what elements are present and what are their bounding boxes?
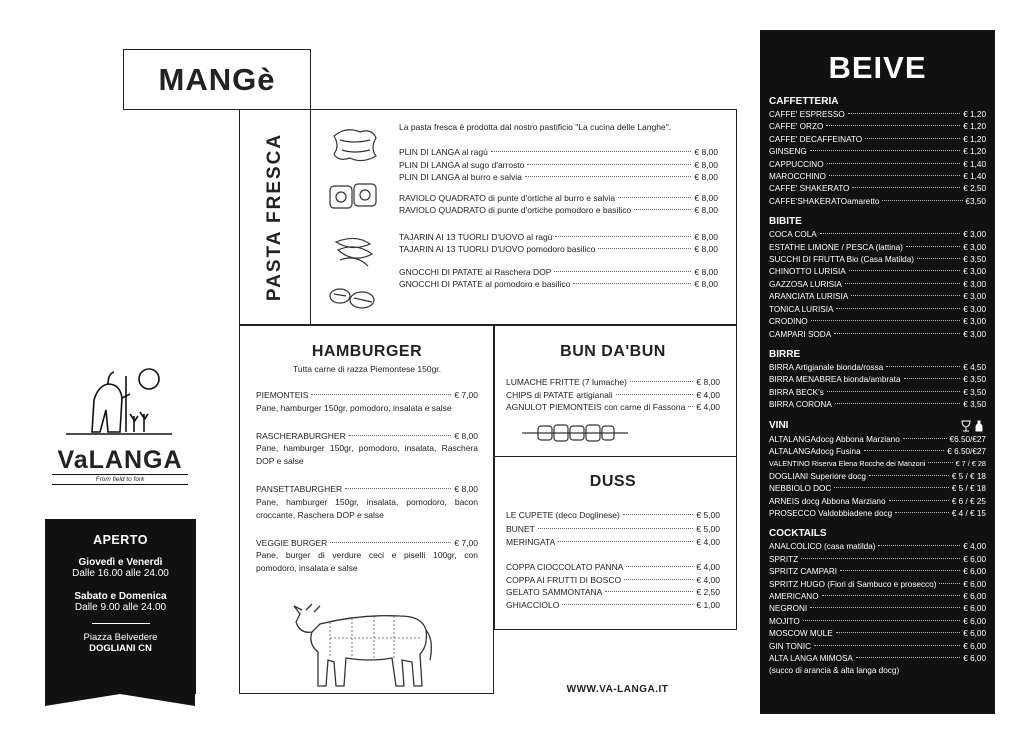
- item-price: € 8,00: [694, 205, 718, 215]
- item-name: TAJARIN AI 13 TUORLI D'UOVO: [399, 231, 525, 242]
- item-price: € 3,00: [963, 242, 986, 252]
- hamburger-title: HAMBURGER: [311, 343, 423, 360]
- mange-title-text: MANGè: [158, 61, 276, 97]
- menu-item: [769, 329, 986, 341]
- item-desc: di punte d'ortiche al burro e salvia: [485, 192, 616, 203]
- item-price: € 6.50/€27: [947, 446, 986, 456]
- item-name: ANALCOLICO (casa matilda): [769, 542, 876, 552]
- menu-item: [769, 541, 986, 553]
- item-price: € 1,20: [963, 134, 986, 144]
- menu-item: [399, 231, 718, 244]
- menu-item: [769, 603, 986, 615]
- item-name: CAFFE'SHAKERATOamaretto: [769, 196, 880, 206]
- item-name: ALTALANGAdocg Fusina: [769, 446, 861, 456]
- item-desc: Pane, hamburger 150gr, insalata, pomodoro, bacon croccante, Raschera DOP e salse: [256, 496, 478, 520]
- item-price: € 8,00: [696, 377, 720, 387]
- menu-item: [769, 458, 986, 470]
- item-price: € 7,00: [454, 390, 478, 400]
- item-name: GNOCCHI DI PATATE: [399, 279, 483, 289]
- item-name: GAZZOSA LURISIA: [769, 279, 842, 289]
- menu-item: [769, 566, 986, 578]
- item-price: € 3,00: [963, 304, 986, 314]
- item-name: CAFFE' ORZO: [769, 122, 824, 132]
- menu-item: [769, 446, 986, 458]
- item-price: € 4,00: [696, 574, 720, 585]
- item-name: CAFFE' SHAKERATO: [769, 184, 850, 194]
- item-name: COCA COLA: [769, 230, 817, 240]
- item-desc: Pane, hamburger 150gr, pomodoro, insalata, Raschera DOP e salse: [256, 443, 478, 466]
- item-price: € 3,50: [963, 255, 986, 265]
- menu-item: [506, 599, 720, 612]
- item-name: AMERICANO: [769, 592, 819, 601]
- hamburger-item: [256, 483, 478, 522]
- item-name: GIN TONIC: [769, 641, 812, 651]
- item-desc: pomodoro basilico: [524, 244, 596, 254]
- item-name: GHIACCIOLO: [506, 599, 560, 610]
- item-price: € 8,00: [454, 484, 478, 494]
- item-desc: Pane, burger di verdure ceci e piselli 100gr, con pomodoro, insalata e salse: [256, 550, 478, 573]
- item-price: € 4,00: [963, 542, 986, 552]
- menu-item: [399, 278, 718, 291]
- aperto-title: APERTO: [93, 533, 148, 547]
- menu-item: [769, 628, 986, 640]
- item-name: ALTALANGAdocg Abbona Marziano: [769, 434, 900, 444]
- item-price: € 3,50: [963, 387, 986, 397]
- aperto-divider: [92, 623, 150, 624]
- item-name: SUCCHI DI FRUTTA Bio (Casa Matilda): [769, 255, 914, 265]
- item-name: CAMPARI SODA: [769, 329, 832, 339]
- item-price: € 8,00: [694, 192, 718, 203]
- menu-item: [399, 266, 718, 279]
- hamburger-item: [256, 537, 478, 576]
- item-price: € 4 / € 15: [951, 508, 986, 518]
- item-price: € 8,00: [694, 231, 718, 242]
- menu-item: [506, 389, 720, 402]
- brand-name: VaLANGA: [57, 446, 183, 474]
- item-name: MAROCCHINO: [769, 172, 826, 182]
- menu-item: [399, 159, 718, 172]
- item-desc: al ragù: [524, 231, 553, 242]
- item-name: NEGRONI: [769, 604, 808, 614]
- item-price: € 1,20: [963, 110, 986, 119]
- item-price: € 6 / € 25: [951, 496, 986, 506]
- beive-sections: [760, 96, 995, 677]
- section-title: VINI: [769, 419, 789, 431]
- menu-item: [506, 376, 720, 389]
- item-price: € 5 / € 18: [951, 471, 986, 481]
- menu-item: [769, 171, 986, 183]
- item-price: € 3,00: [963, 279, 986, 289]
- section-title-vini: [769, 420, 986, 432]
- item-price: € 6,00: [963, 654, 986, 664]
- item-price: € 6,00: [963, 567, 986, 577]
- duss-content: [506, 473, 720, 611]
- menu-item: [506, 509, 720, 522]
- menu-item: [769, 109, 986, 121]
- item-price: € 3,00: [963, 317, 986, 327]
- menu-item: [769, 279, 986, 291]
- menu-item: [769, 579, 986, 591]
- item-price: € 6,00: [963, 604, 986, 614]
- item-price: € 8,00: [694, 147, 718, 157]
- item-name: PANSETTABURGHER: [256, 484, 343, 494]
- website-link[interactable]: WWW.VA-LANGA.IT: [566, 684, 669, 695]
- menu-item: [769, 554, 986, 566]
- menu-item: [506, 522, 720, 536]
- item-price: € 8,00: [694, 172, 718, 182]
- menu-item: [506, 586, 720, 599]
- item-price: € 8,00: [694, 244, 718, 254]
- item-name: SPRITZ HUGO (Fiori di Sambuco e prosecco): [769, 579, 937, 589]
- menu-item: [769, 159, 986, 171]
- item-name: CAFFE' ESPRESSO: [769, 110, 845, 119]
- duss-title: DUSS: [589, 473, 637, 490]
- item-name: RAVIOLO QUADRATO: [399, 205, 486, 215]
- menu-item: [769, 399, 986, 411]
- section-title: CAFFETTERIA: [769, 96, 839, 107]
- pasta-vertical-text: PASTA FRESCA: [263, 132, 285, 302]
- menu-item: [399, 204, 718, 217]
- aperto-hours-1: Dalle 16.00 alle 24.00: [72, 568, 169, 579]
- item-price: € 4,00: [696, 402, 720, 412]
- item-desc: di punte d'ortiche pomodoro e basilico: [485, 205, 632, 215]
- menu-item: [399, 146, 718, 159]
- item-price: € 8,00: [694, 159, 718, 170]
- pasta-group-plin: [399, 146, 718, 184]
- item-desc: al ragù: [459, 147, 488, 157]
- menu-item: [769, 496, 986, 508]
- opening-hours-banner: [45, 519, 196, 694]
- menu-item: [769, 266, 986, 278]
- item-name: VEGGIE BURGER: [256, 537, 328, 548]
- item-price: €3,50: [965, 196, 986, 206]
- menu-item: [399, 171, 718, 184]
- menu-item: [506, 401, 720, 414]
- item-price: € 6,00: [963, 641, 986, 651]
- wine-glass-bottle-icon: [956, 420, 986, 432]
- item-name: MERINGATA: [506, 536, 556, 547]
- menu-item: [256, 430, 478, 443]
- item-name: DOGLIANI Superiore docg: [769, 471, 866, 481]
- item-name: COPPA CIOCCOLATO PANNA: [506, 562, 624, 572]
- item-name: PLIN DI LANGA: [399, 147, 460, 157]
- item-price: € 6,00: [963, 629, 986, 639]
- menu-item: [769, 434, 986, 446]
- item-name: ESTATHE LIMONE / PESCA (lattina): [769, 242, 903, 252]
- item-name: GELATO SAMMONTANA: [506, 587, 603, 597]
- item-name: GINSENG: [769, 147, 807, 157]
- menu-item: [769, 387, 986, 399]
- section-title: COCKTAILS: [769, 528, 827, 540]
- item-price: € 1,20: [963, 147, 986, 157]
- mimosa-note: (succo di arancia & alta langa docg): [769, 666, 900, 676]
- item-desc: Pane, hamburger 150gr, pomodoro, insalata e salse: [256, 402, 452, 413]
- item-name: RAVIOLO QUADRATO: [399, 192, 486, 203]
- item-price: € 6,00: [963, 616, 986, 626]
- menu-item: [506, 561, 720, 574]
- menu-item: [769, 591, 986, 603]
- menu-item: [256, 483, 478, 496]
- item-name: ARNEIS docg Abbona Marziano: [769, 496, 886, 506]
- menu-item: [256, 537, 478, 550]
- item-price: € 3,00: [963, 230, 986, 240]
- item-name: ALTA LANGA MIMOSA: [769, 654, 853, 664]
- section-title: BIBITE: [769, 216, 802, 228]
- item-price: € 2,50: [696, 587, 720, 597]
- item-price: €6.50/€27: [949, 434, 986, 444]
- item-name: LUMACHE FRITTE (7 lumache): [506, 377, 627, 387]
- menu-item: [769, 362, 986, 374]
- item-price: € 3,00: [963, 329, 986, 339]
- brand-tagline: From field to fork: [52, 474, 188, 485]
- item-name: BUNET: [506, 523, 535, 534]
- item-name: PLIN DI LANGA: [399, 159, 460, 170]
- item-price: € 4,00: [696, 562, 720, 572]
- item-price: € 4,50: [963, 362, 986, 372]
- pasta-group-tajarin: [399, 231, 718, 256]
- beive-title: BEIVE: [828, 50, 927, 85]
- item-price: € 6,00: [963, 579, 986, 589]
- item-name: BIRRA CORONA: [769, 400, 832, 410]
- item-price: € 6,00: [963, 554, 986, 564]
- item-name: CAPPUCCINO: [769, 159, 824, 169]
- item-name: AGNULOT PIEMONTEIS con carne di Fassona: [506, 402, 686, 412]
- menu-item: [769, 291, 986, 303]
- item-name: BIRRA BECK's: [769, 387, 824, 397]
- item-name: MOJITO: [769, 616, 800, 626]
- menu-item: [769, 471, 986, 483]
- pasta-intro: La pasta fresca è prodotta dal nostro pastificio "La cucina delle Langhe".: [399, 122, 672, 132]
- menu-item: [769, 121, 986, 133]
- item-desc: al pomodoro e basilico: [482, 279, 571, 289]
- section-title: BIRRE: [769, 348, 801, 360]
- item-price: € 4,00: [696, 536, 720, 547]
- aperto-address-1: Piazza Belvedere: [83, 632, 158, 643]
- item-price: € 6,00: [963, 592, 986, 601]
- item-price: € 5,00: [696, 523, 720, 534]
- item-name: PIEMONTEIS: [256, 390, 309, 400]
- beive-panel: [760, 30, 995, 714]
- aperto-days-2: Sabato e Domenica: [74, 591, 167, 602]
- pasta-group-raviolo: [399, 192, 718, 217]
- item-price: € 1,40: [963, 159, 986, 169]
- item-price: € 7 / € 28: [955, 459, 986, 469]
- item-price: € 3,50: [963, 400, 986, 410]
- item-name: VALENTINO Riserva Elena Rocche dei Manzoni: [769, 459, 926, 469]
- item-price: € 5 / € 18: [951, 484, 986, 494]
- menu-item: [769, 508, 986, 520]
- hamburger-content: [256, 343, 478, 575]
- hamburger-subtitle: Tutta carne di razza Piemontese 150gr.: [292, 364, 442, 374]
- item-name: PLIN DI LANGA: [399, 172, 460, 182]
- aperto-hours-2: Dalle 9.00 alle 24.00: [74, 602, 167, 613]
- menu-item: [399, 243, 718, 256]
- menu-item: [769, 146, 986, 158]
- item-price: € 1,00: [696, 599, 720, 610]
- menu-item: [769, 183, 986, 195]
- farmer-logo-icon: [64, 362, 174, 440]
- item-price: € 3,50: [963, 375, 986, 385]
- menu-item: [769, 616, 986, 628]
- item-name: NEBBIOLO DOC: [769, 484, 832, 494]
- cow-illustration: [290, 600, 440, 692]
- item-price: € 8,00: [694, 279, 718, 289]
- menu-item: [769, 374, 986, 386]
- menu-item: [506, 574, 720, 587]
- item-name: ARANCIATA LURISIA: [769, 292, 849, 302]
- item-desc: al Raschera DOP: [482, 266, 552, 277]
- menu-item: [769, 254, 986, 266]
- menu-item: [769, 196, 986, 208]
- aperto-days-1: Giovedì e Venerdì: [78, 557, 163, 568]
- item-name: CAFFE' DECAFFEINATO: [769, 134, 863, 144]
- item-desc: al sugo d'arrosto: [459, 159, 525, 170]
- item-name: CRODINO: [769, 317, 808, 327]
- pasta-vertical-label: [239, 109, 311, 325]
- item-name: TAJARIN AI 13 TUORLI D'UOVO: [399, 244, 525, 254]
- aperto-address-2: DOGLIANI CN: [89, 643, 152, 654]
- item-price: € 2,50: [963, 184, 986, 194]
- mange-title: [123, 49, 311, 110]
- bun-title: BUN DA'BUN: [560, 343, 666, 360]
- menu-item: [506, 536, 720, 549]
- item-name: CHIPS di PATATE artigianali: [506, 389, 613, 400]
- menu-item: [769, 653, 986, 665]
- item-name: PROSECCO Valdobbiadene docg: [769, 508, 893, 518]
- menu-item: [769, 229, 986, 241]
- item-name: SPRITZ CAMPARI: [769, 567, 838, 577]
- item-price: € 4,00: [696, 389, 720, 400]
- item-price: € 5,00: [696, 510, 720, 520]
- item-name: SPRITZ: [769, 554, 799, 564]
- item-name: COPPA AI FRUTTI DI BOSCO: [506, 574, 622, 585]
- item-name: BIRRA MENABREA bionda/ambrata: [769, 375, 901, 385]
- menu-item: [769, 316, 986, 328]
- hamburger-item: [256, 389, 478, 415]
- item-price: € 1,40: [963, 172, 986, 182]
- skewer-illustration: [520, 422, 630, 444]
- item-price: € 3,00: [963, 267, 986, 277]
- item-name: LE CUPETE (deco Doglinese): [506, 510, 620, 520]
- item-price: € 8,00: [694, 266, 718, 277]
- hamburger-item: [256, 430, 478, 469]
- menu-item: [769, 304, 986, 316]
- item-price: € 8,00: [454, 430, 478, 441]
- item-name: CHINOTTO LURISIA: [769, 267, 846, 277]
- menu-item: [256, 389, 478, 402]
- item-name: BIRRA Artigianale bionda/rossa: [769, 362, 884, 372]
- item-name: MOSCOW MULE: [769, 629, 833, 639]
- pasta-list: [399, 146, 718, 291]
- item-name: GNOCCHI DI PATATE: [399, 266, 483, 277]
- menu-item: [399, 192, 718, 205]
- bun-content: [506, 343, 720, 414]
- item-desc: al burro e salvia: [459, 172, 522, 182]
- item-price: € 7,00: [454, 537, 478, 548]
- menu-item: [769, 242, 986, 254]
- menu-item: [769, 641, 986, 653]
- pasta-group-gnocchi: [399, 266, 718, 291]
- item-price: € 3,00: [963, 292, 986, 302]
- item-name: RASCHERABURGHER: [256, 430, 346, 441]
- item-price: € 1,20: [963, 122, 986, 132]
- item-name: TONICA LURISIA: [769, 304, 834, 314]
- pasta-illustrations: [326, 124, 386, 314]
- menu-item: [769, 483, 986, 495]
- menu-item: [769, 134, 986, 146]
